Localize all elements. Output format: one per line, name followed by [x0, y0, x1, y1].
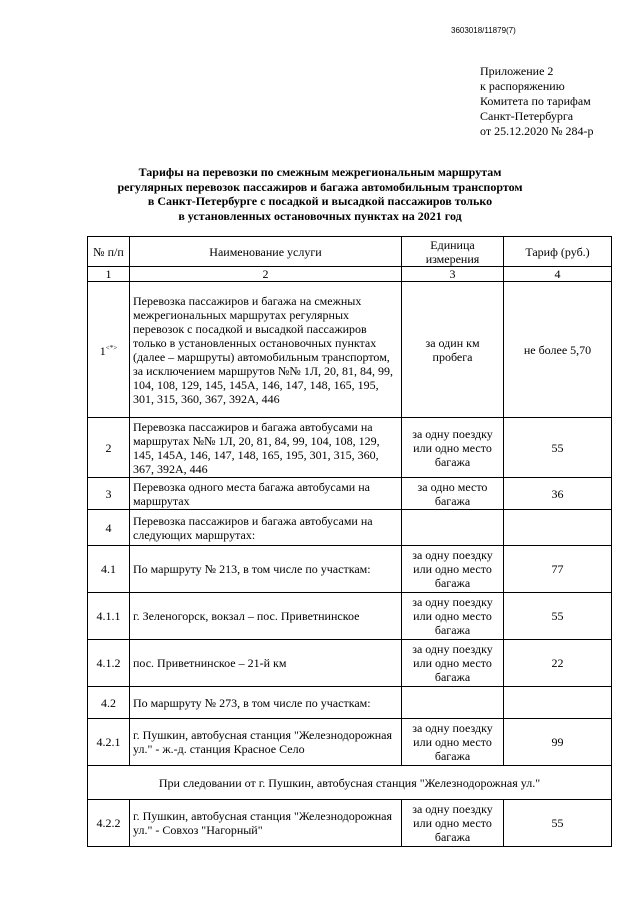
- row-num: 4.1: [88, 546, 130, 593]
- document-id: 3603018/11879(7): [451, 26, 516, 35]
- tariff-table: [87, 236, 612, 847]
- appendix-line: от 25.12.2020 № 284-р: [480, 124, 594, 138]
- row-tariff: [504, 687, 612, 719]
- row-unit: за одно место багажа: [402, 478, 504, 510]
- table-row: [88, 478, 612, 510]
- row-unit: за одну поездку или одно место багажа: [402, 719, 504, 766]
- title-line: в Санкт-Петербурге с посадкой и высадкой пассажиров только: [147, 194, 493, 208]
- row-tariff: 77: [504, 546, 612, 593]
- col-number: 3: [402, 267, 504, 282]
- row-service: Перевозка пассажиров и багажа автобусами на следующих маршрутах:: [130, 510, 402, 546]
- row-service: г. Пушкин, автобусная станция "Железнодорожная ул." - Совхоз "Нагорный": [130, 800, 402, 847]
- row-tariff: 22: [504, 640, 612, 687]
- row-unit: за одну поездку или одно место багажа: [402, 800, 504, 847]
- row-tariff: не более 5,70: [504, 282, 612, 418]
- row-service: г. Зеленогорск, вокзал – пос. Приветнинское: [130, 593, 402, 640]
- table-row: [88, 719, 612, 766]
- row-service: Перевозка пассажиров и багажа на смежных межрегиональных маршрутах регулярных перевозок с посадкой и высадкой пассажиров только в установленных остановочных пунктах (далее – маршруты) автомобильным транспортом, за исключением маршрутов №№ 1Л, 20, 81, 84, 99, 104, 108, 129, 145, 145А, 146, 147, 148, 165, 195, 301, 315, 360, 367, 392А, 446: [130, 282, 402, 418]
- header-row: [88, 237, 612, 267]
- row-service: По маршруту № 213, в том числе по участкам:: [130, 546, 402, 593]
- row-tariff: 55: [504, 418, 612, 478]
- footnote-marker: <*>: [105, 344, 118, 352]
- row-num: 1<*>: [88, 282, 130, 418]
- col-number: 1: [88, 267, 130, 282]
- row-num: 3: [88, 478, 130, 510]
- row-service: пос. Приветнинское – 21-й км: [130, 640, 402, 687]
- row-unit: [402, 510, 504, 546]
- row-tariff: 55: [504, 593, 612, 640]
- table-section-row: [88, 766, 612, 800]
- row-tariff: [504, 510, 612, 546]
- appendix-block: [480, 64, 594, 139]
- row-num: 4.2.2: [88, 800, 130, 847]
- appendix-line: Санкт-Петербурга: [480, 109, 574, 123]
- table-row: [88, 800, 612, 847]
- row-unit: за один км пробега: [402, 282, 504, 418]
- document-title: [100, 165, 540, 223]
- col-number: 4: [504, 267, 612, 282]
- header-unit: Единица измерения: [402, 237, 504, 267]
- header-tariff: Тариф (руб.): [504, 237, 612, 267]
- row-tariff: 55: [504, 800, 612, 847]
- table-row: [88, 546, 612, 593]
- table-row: [88, 510, 612, 546]
- col-number: 2: [130, 267, 402, 282]
- row-unit: за одну поездку или одно место багажа: [402, 593, 504, 640]
- table-row: [88, 593, 612, 640]
- row-num: 4.2: [88, 687, 130, 719]
- appendix-line: Приложение 2: [480, 64, 554, 78]
- row-tariff: 99: [504, 719, 612, 766]
- title-line: регулярных перевозок пассажиров и багажа автомобильным транспортом: [117, 179, 523, 194]
- row-num: 2: [88, 418, 130, 478]
- title-line: в установленных остановочных пунктах на 2021 год: [178, 208, 462, 223]
- table-row: [88, 282, 612, 418]
- column-number-row: [88, 267, 612, 282]
- row-service: По маршруту № 273, в том числе по участкам:: [130, 687, 402, 719]
- title-line: Тарифы на перевозки по смежным межрегиональным маршрутам: [138, 165, 502, 179]
- row-unit: за одну поездку или одно место багажа: [402, 418, 504, 478]
- row-tariff: 36: [504, 478, 612, 510]
- row-num: 4: [88, 510, 130, 546]
- table-row: [88, 418, 612, 478]
- row-num: 4.1.1: [88, 593, 130, 640]
- row-service: Перевозка одного места багажа автобусами на маршрутах: [130, 478, 402, 510]
- header-num: № п/п: [88, 237, 130, 267]
- row-unit: [402, 687, 504, 719]
- header-service: Наименование услуги: [130, 237, 402, 267]
- appendix-line: Комитета по тарифам: [480, 94, 591, 108]
- row-num: 4.1.2: [88, 640, 130, 687]
- appendix-line: к распоряжению: [480, 79, 565, 93]
- row-service: г. Пушкин, автобусная станция "Железнодорожная ул." - ж.-д. станция Красное Село: [130, 719, 402, 766]
- table-row: [88, 640, 612, 687]
- row-service: Перевозка пассажиров и багажа автобусами на маршрутах №№ 1Л, 20, 81, 84, 99, 104, 108, 129, 145, 145А, 146, 147, 148, 165, 195, 301, 315, 360, 367, 392А, 446: [130, 418, 402, 478]
- row-num: 4.2.1: [88, 719, 130, 766]
- table-row: [88, 687, 612, 719]
- section-heading: При следовании от г. Пушкин, автобусная станция "Железнодорожная ул.": [88, 766, 612, 800]
- row-unit: за одну поездку или одно место багажа: [402, 640, 504, 687]
- row-unit: за одну поездку или одно место багажа: [402, 546, 504, 593]
